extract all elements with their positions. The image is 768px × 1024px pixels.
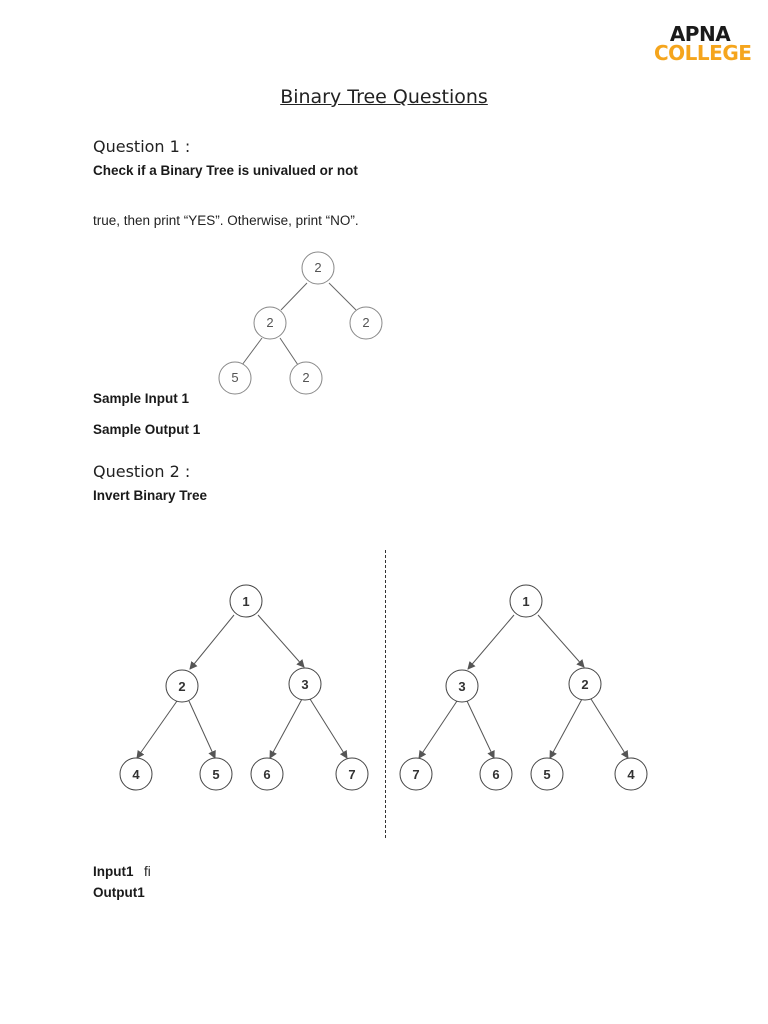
node-value: 2 <box>581 677 589 692</box>
node-value: 7 <box>348 767 356 782</box>
tree-node <box>219 362 251 394</box>
right-tree-node <box>480 758 512 790</box>
question-2-subtitle: Invert Binary Tree <box>93 488 208 503</box>
tree-node-value: 2 <box>314 260 322 275</box>
tree-node <box>254 307 286 339</box>
node-value: 4 <box>132 767 140 782</box>
node-value: 5 <box>543 767 551 782</box>
node-value: 6 <box>263 767 271 782</box>
logo-line-1: APNA <box>669 22 731 46</box>
left-tree-node <box>336 758 368 790</box>
output1-label: Output1 <box>93 885 145 900</box>
question-1-description: true, then print “YES”. Otherwise, print “NO”. <box>93 213 359 228</box>
node-value: 1 <box>522 594 530 609</box>
left-tree-node <box>230 585 262 617</box>
page-title: Binary Tree Questions <box>280 86 488 108</box>
node-value: 5 <box>212 767 220 782</box>
right-tree-node <box>531 758 563 790</box>
question-1-tree-diagram <box>210 248 400 398</box>
input1-label: Input1 <box>93 864 134 879</box>
logo-line-2: COLLEGE <box>654 41 752 65</box>
tree-node-value: 2 <box>362 315 370 330</box>
tree-node <box>302 252 334 284</box>
tree-node-value: 5 <box>231 370 239 385</box>
sample-input-label: Sample Input 1 <box>93 391 190 406</box>
input1-note: fi <box>144 864 151 879</box>
sample-output-label: Sample Output 1 <box>93 422 201 437</box>
apna-college-logo <box>654 22 752 65</box>
tree-node <box>290 362 322 394</box>
node-value: 7 <box>412 767 420 782</box>
left-tree-node <box>289 668 321 700</box>
node-value: 3 <box>458 679 466 694</box>
right-tree-node <box>510 585 542 617</box>
invert-tree-diagram <box>110 575 655 805</box>
question-2-heading: Question 2 : <box>93 462 191 481</box>
tree-node-value: 2 <box>302 370 310 385</box>
right-tree-node <box>446 670 478 702</box>
right-tree-node <box>569 668 601 700</box>
dashed-divider <box>385 550 386 838</box>
left-tree-node <box>120 758 152 790</box>
node-value: 6 <box>492 767 500 782</box>
node-value: 2 <box>178 679 186 694</box>
right-tree-node <box>400 758 432 790</box>
node-value: 4 <box>627 767 635 782</box>
left-tree-node <box>200 758 232 790</box>
left-tree-node <box>251 758 283 790</box>
tree-node-value: 2 <box>266 315 274 330</box>
right-tree-node <box>615 758 647 790</box>
question-1-subtitle: Check if a Binary Tree is univalued or not <box>93 163 358 178</box>
node-value: 1 <box>242 594 250 609</box>
tree-node <box>350 307 382 339</box>
question-1-heading: Question 1 : <box>93 137 191 156</box>
left-tree-node <box>166 670 198 702</box>
node-value: 3 <box>301 677 309 692</box>
